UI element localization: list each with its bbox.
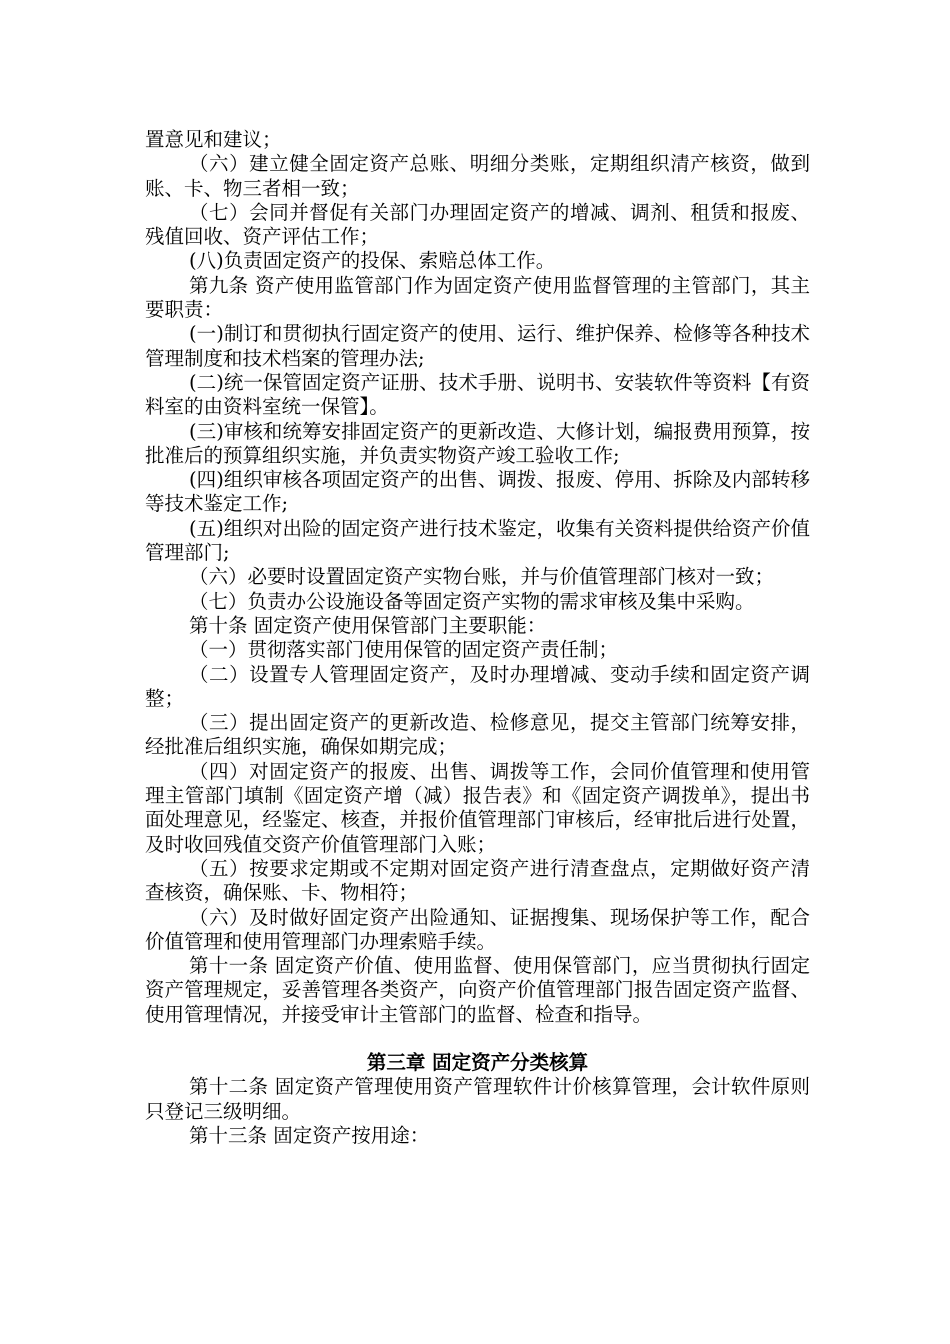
paragraph: （七）负责办公设施设备等固定资产实物的需求审核及集中采购。 [189, 589, 755, 613]
paragraph: 置意见和建议； [145, 128, 282, 151]
paragraph: 第十二条 固定资产管理使用资产管理软件计价核算管理，会计软件原则只登记三级明细。 [145, 1075, 810, 1123]
paragraph: (八)负责固定资产的投保、索赔总体工作。 [189, 249, 556, 273]
document-page [145, 128, 810, 1148]
paragraph: 第九条 资产使用监管部门作为固定资产使用监督管理的主管部门，其主要职责： [145, 273, 810, 322]
chapter-body [145, 1075, 810, 1148]
paragraph: (二)统一保管固定资产证册、技术手册、说明书、安装软件等资料【有资料室的由资料室统一保管】。 [145, 370, 810, 419]
paragraph: （六）必要时设置固定资产实物台账，并与价值管理部门核对一致； [189, 565, 775, 589]
document-body [145, 128, 810, 1027]
paragraph: (一)制订和贯彻执行固定资产的使用、运行、维护保养、检修等各种技术管理制度和技术档案的管理办法; [145, 322, 810, 370]
paragraph: （二）设置专人管理固定资产，及时办理增减、变动手续和固定资产调整； [145, 662, 810, 710]
paragraph: 第十一条 固定资产价值、使用监督、使用保管部门，应当贯彻执行固定资产管理规定，妥善管理各类资产，向资产价值管理部门报告固定资产监督、使用管理情况，并接受审计主管部门的监督、检查和指导。 [145, 954, 810, 1026]
paragraph: （五）按要求定期或不定期对固定资产进行清查盘点，定期做好资产清查核资，确保账、卡、物相符； [145, 856, 810, 905]
chapter-title: 第三章 固定资产分类核算 [366, 1050, 589, 1074]
paragraph: (四)组织审核各项固定资产的出售、调拨、报废、停用、拆除及内部转移等技术鉴定工作; [145, 468, 810, 516]
paragraph: (五)组织对出险的固定资产进行技术鉴定，收集有关资料提供给资产价值管理部门; [145, 516, 810, 565]
paragraph: （六）及时做好固定资产出险通知、证据搜集、现场保护等工作，配合价值管理和使用管理部门办理索赔手续。 [145, 905, 810, 953]
paragraph: （六）建立健全固定资产总账、明细分类账，定期组织清产核资，做到账、卡、物三者相一致； [145, 152, 810, 200]
paragraph: （三）提出固定资产的更新改造、检修意见，提交主管部门统筹安排，经批准后组织实施，确保如期完成； [145, 711, 810, 759]
paragraph: (三)审核和统筹安排固定资产的更新改造、大修计划，编报费用预算，按批准后的预算组织实施，并负责实物资产竣工验收工作; [145, 419, 810, 467]
paragraph: （七）会同并督促有关部门办理固定资产的增减、调剂、租赁和报废、残值回收、资产评估工作； [145, 200, 810, 249]
paragraph: 第十三条 固定资产按用途： [189, 1123, 430, 1147]
paragraph: 第十条 固定资产使用保管部门主要职能： [189, 613, 547, 637]
paragraph: （四）对固定资产的报废、出售、调拨等工作，会同价值管理和使用管理主管部门填制《固定资产增（减）报告表》和《固定资产调拨单》，提出书面处理意见，经鉴定、核查，并报价值管理部门审核后，经审批后进行处置，及时收回残值交资产价值管理部门入账； [145, 759, 810, 856]
paragraph: （一）贯彻落实部门使用保管的固定资产责任制； [189, 638, 619, 662]
